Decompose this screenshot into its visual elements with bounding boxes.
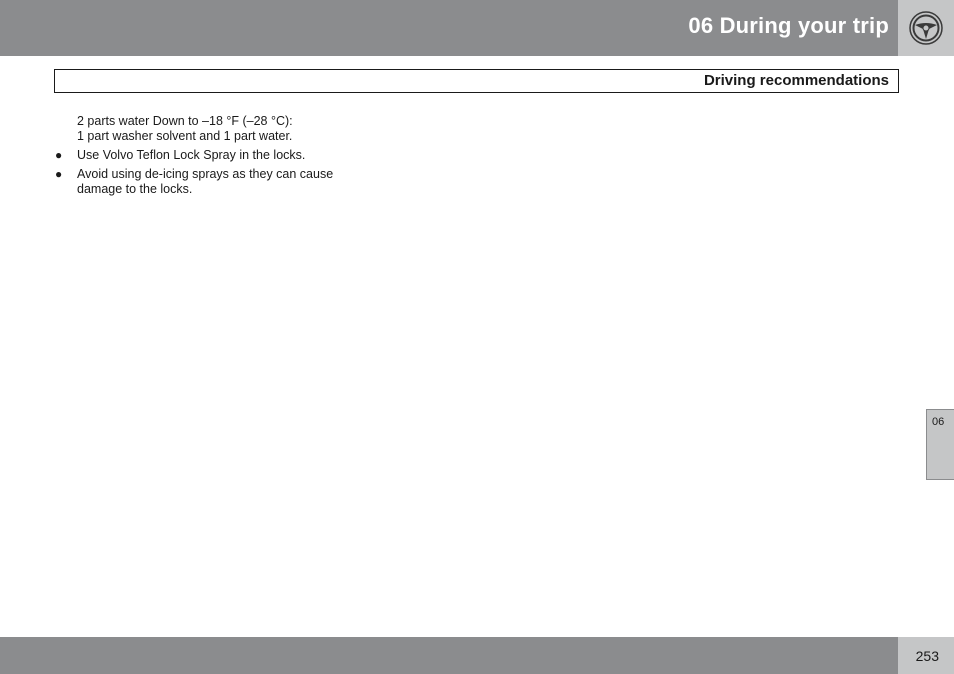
section-title: Driving recommendations [703,72,889,89]
body-line: 2 parts water Down to –18 °F (–28 °C): [77,114,293,128]
list-item [55,148,337,163]
bullet-icon: ● [55,148,63,162]
side-tab-label: 06 [932,416,945,428]
body-text [77,114,337,144]
bullet-list [55,148,337,197]
page-number-box [898,637,954,674]
chapter-side-tab [926,409,954,480]
footer-bar [0,637,898,674]
list-item-text: Use Volvo Teflon Lock Spray in the locks. [77,148,306,162]
list-item [55,167,337,197]
body-line: 1 part washer solvent and 1 part water. [77,129,293,143]
page-number: 253 [915,648,939,664]
list-item-text: Avoid using de-icing sprays as they can cause damage to the locks. [77,167,334,196]
body-content [55,114,337,201]
chapter-icon-box [898,0,954,56]
steering-wheel-icon [908,10,944,46]
chapter-title: 06 During your trip [688,13,889,38]
section-header [54,69,899,93]
header-bar [0,0,898,56]
bullet-icon: ● [55,167,63,181]
